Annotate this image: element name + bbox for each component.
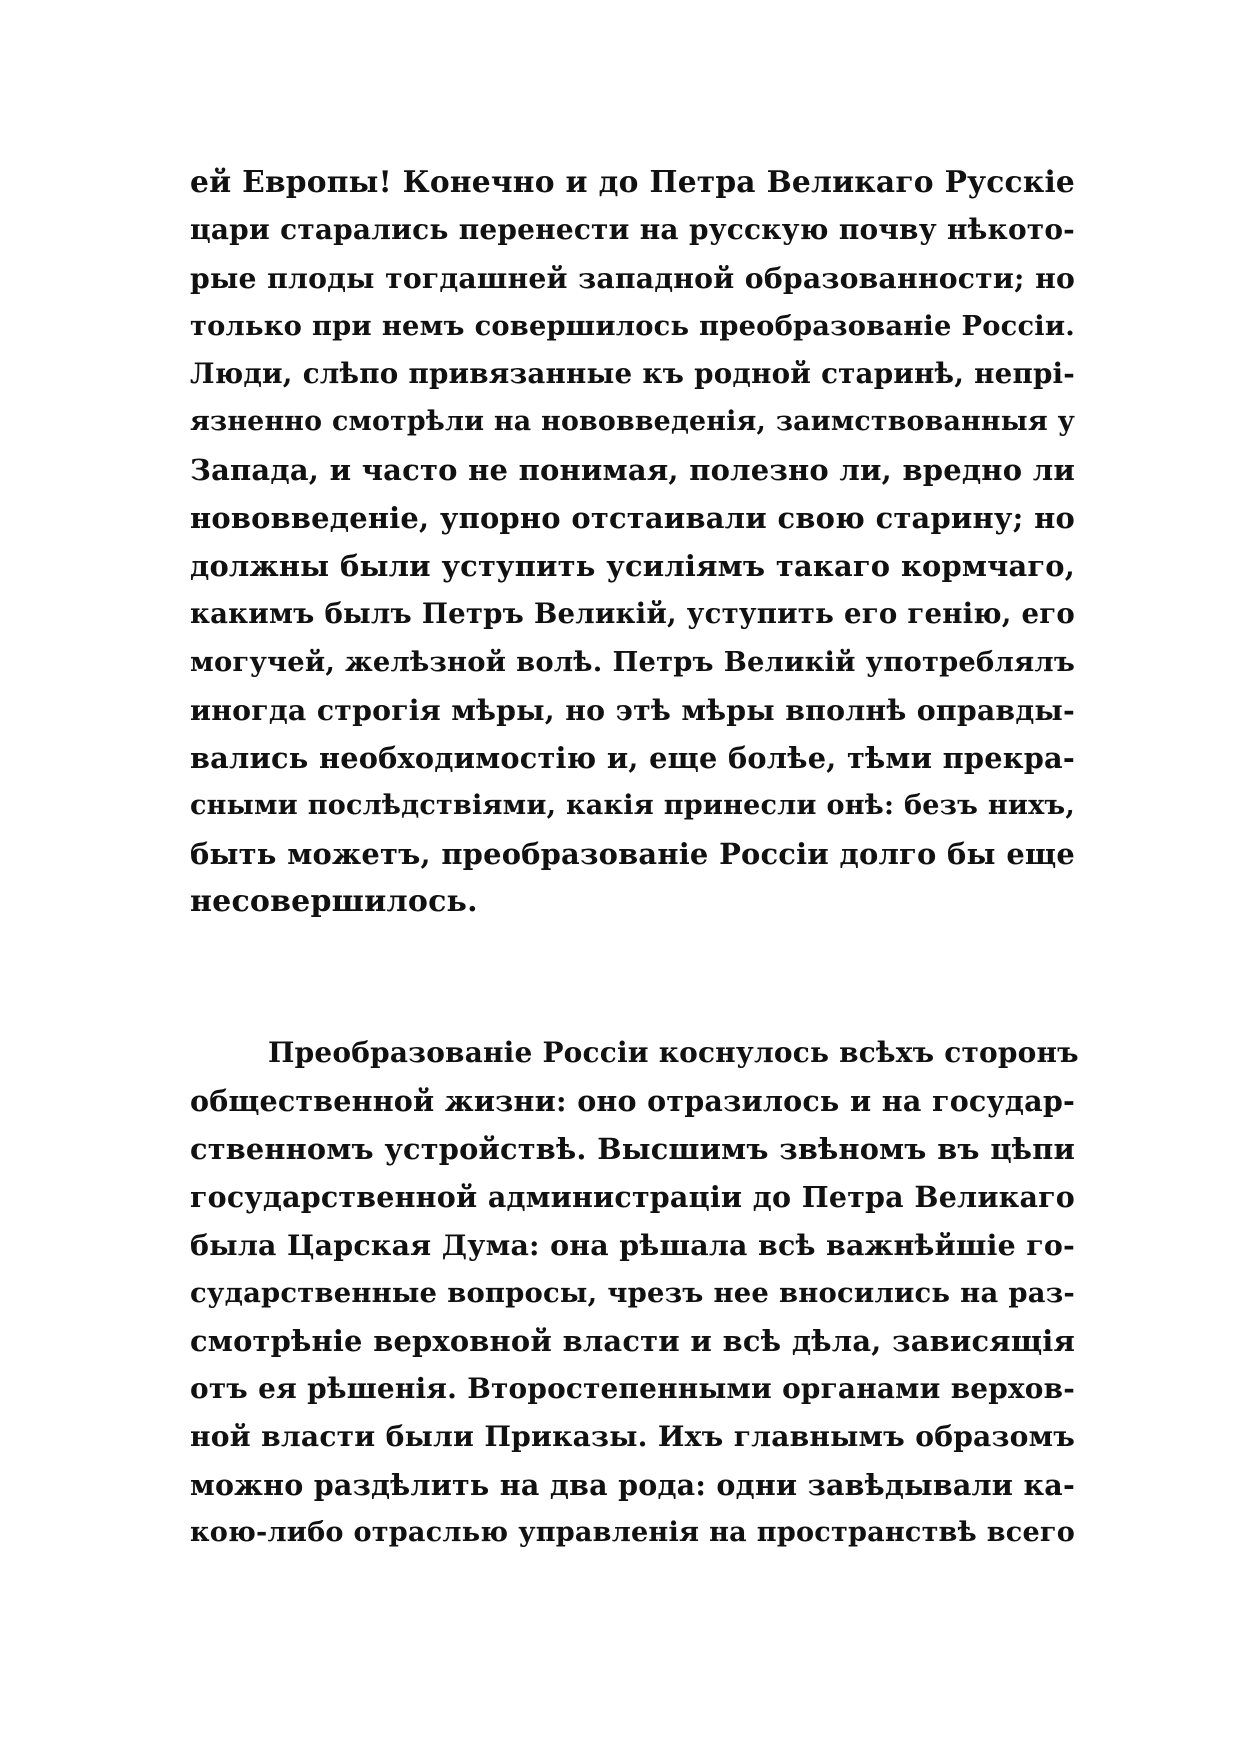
text-line: быть можетъ, преобразованіе Россіи долго бы еще: [190, 837, 1075, 871]
text-line: ной власти были Приказы. Ихъ главнымъ образомъ: [190, 1420, 1075, 1453]
text-line: можно раздѣлить на два рода: одни завѣдывали ка-: [190, 1468, 1075, 1502]
text-line: государственной администраціи до Петра Великаго: [190, 1180, 1075, 1214]
text-line: несовершилось.: [190, 884, 478, 919]
text-line: рые плоды тогдашней западной образованности; но: [190, 261, 1075, 295]
text-line: какимъ былъ Петръ Великій, уступить его генію, его: [190, 597, 1075, 630]
text-line: общественной жизни: оно отразилось и на государ-: [190, 1084, 1075, 1118]
text-line: отъ ея рѣшенія. Второстепенными органами верхов-: [190, 1372, 1075, 1405]
text-line: нововведеніе, упорно отстаивали свою старину; но: [190, 501, 1075, 535]
paragraph-1: [190, 158, 1075, 926]
text-line: только при немъ совершилось преобразованіе Россіи.: [190, 310, 1075, 342]
text-line: иногда строгія мѣры, но этѣ мѣры вполнѣ оправды-: [190, 693, 1075, 727]
text-line: вались необходимостію и, еще болѣе, тѣми прекра-: [190, 741, 1075, 775]
text-line: сными послѣдствіями, какія принесли онѣ: безъ нихъ,: [190, 790, 1075, 821]
text-line: должны были уступить усиліямъ такаго кормчаго,: [190, 549, 1075, 583]
text-line: могучей, желѣзной волѣ. Петръ Великій употреблялъ: [190, 646, 1075, 678]
text-line: сударственные вопросы, чрезъ нее вносились на раз-: [190, 1277, 1075, 1309]
paragraph-2: [190, 1029, 1079, 1557]
text-line: ственномъ устройствѣ. Высшимъ звѣномъ въ цѣпи: [190, 1132, 1075, 1166]
text-line: кою-либо отраслью управленія на пространствѣ всего: [190, 1517, 1075, 1548]
text-line: ей Европы! Конечно и до Петра Великаго Русскіе: [190, 164, 1075, 199]
text-line: язненно смотрѣли на нововведенія, заимствованныя у: [190, 406, 1075, 437]
text-line: Люди, слѣпо привязанные къ родной старинѣ, непрі-: [190, 357, 1075, 390]
text-line: была Царская Дума: она рѣшала всѣ важнѣйшіе го-: [190, 1228, 1075, 1262]
text-line: смотрѣніе верховной власти и всѣ дѣла, зависящія: [190, 1324, 1075, 1358]
text-line: цари старались перенести на русскую почву нѣкото-: [190, 213, 1075, 246]
text-line: Преобразованіе Россіи коснулось всѣхъ сторонъ: [268, 1036, 1079, 1069]
text-line: Запада, и часто не понимая, полезно ли, вредно ли: [190, 453, 1075, 487]
